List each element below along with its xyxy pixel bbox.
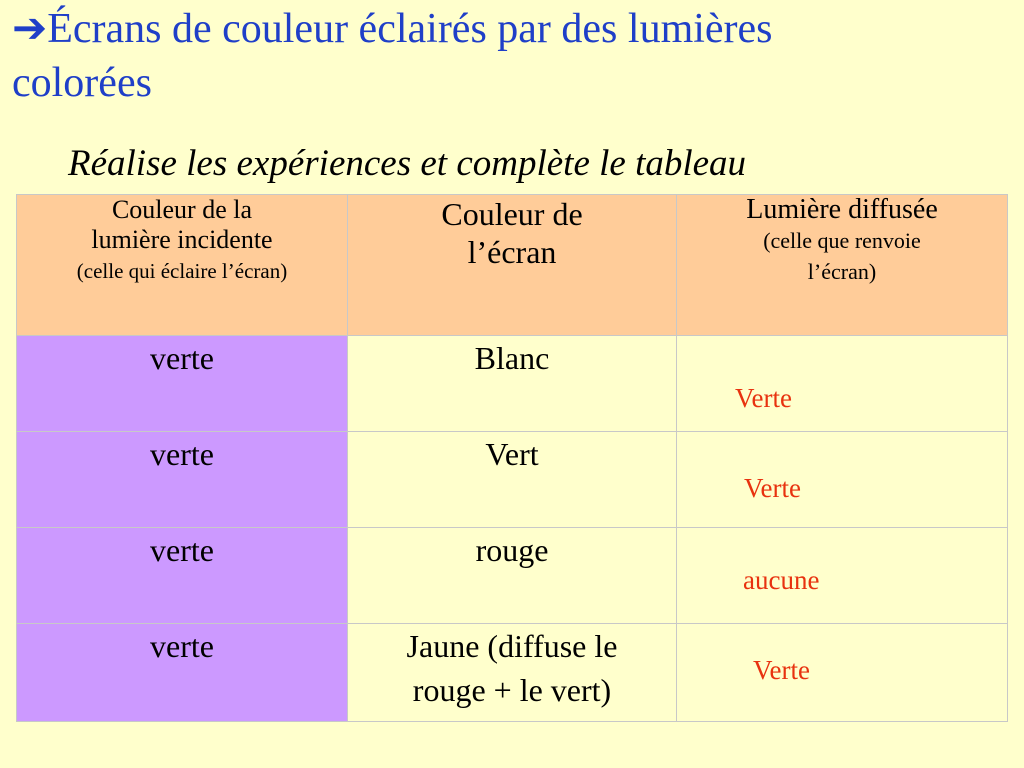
header-screen-color — [348, 195, 677, 336]
instruction-subtitle: Réalise les expériences et complète le tableau — [68, 143, 747, 184]
screen-cell: Vert — [348, 432, 677, 528]
incident-cell: verte — [17, 336, 348, 432]
header-diffused-line-3: l’écran) — [807, 259, 877, 284]
incident-cell: verte — [17, 528, 348, 624]
table-row — [17, 528, 1008, 624]
diffused-answer: Verte — [735, 383, 792, 413]
screen-line-1: Jaune (diffuse le — [406, 628, 618, 664]
title-line-2: colorées — [12, 60, 152, 106]
title-line-1: Écrans de couleur éclairés par des lumières — [47, 6, 773, 52]
screen-cell: Blanc — [348, 336, 677, 432]
slide-title — [12, 2, 1012, 110]
header-incident-light — [17, 195, 348, 336]
diffused-answer: Verte — [744, 473, 801, 503]
diffused-answer: aucune — [743, 565, 820, 595]
header-diffused-light — [677, 195, 1008, 336]
header-diffused-line-1: Lumière diffusée — [746, 194, 938, 225]
arrow-right-icon: ➔ — [12, 6, 48, 52]
diffused-cell — [677, 336, 1008, 432]
table-row — [17, 432, 1008, 528]
diffused-cell — [677, 528, 1008, 624]
diffused-answer: Verte — [753, 655, 810, 685]
experiment-table — [16, 194, 1008, 722]
header-row — [17, 195, 1008, 336]
header-diffused-line-2: (celle que renvoie — [763, 228, 921, 253]
header-incident-line-3: (celle qui éclaire l’écran) — [76, 259, 288, 283]
header-incident-line-1: Couleur de la — [111, 195, 253, 224]
header-screen-line-1: Couleur de — [441, 196, 583, 232]
diffused-cell — [677, 624, 1008, 722]
header-screen-line-2: l’écran — [467, 234, 557, 270]
screen-cell — [348, 624, 677, 722]
incident-cell: verte — [17, 624, 348, 722]
header-incident-line-2: lumière incidente — [91, 225, 273, 254]
screen-line-2: rouge + le vert) — [412, 672, 612, 708]
diffused-cell — [677, 432, 1008, 528]
table-row — [17, 624, 1008, 722]
table-row — [17, 336, 1008, 432]
screen-cell: rouge — [348, 528, 677, 624]
incident-cell: verte — [17, 432, 348, 528]
